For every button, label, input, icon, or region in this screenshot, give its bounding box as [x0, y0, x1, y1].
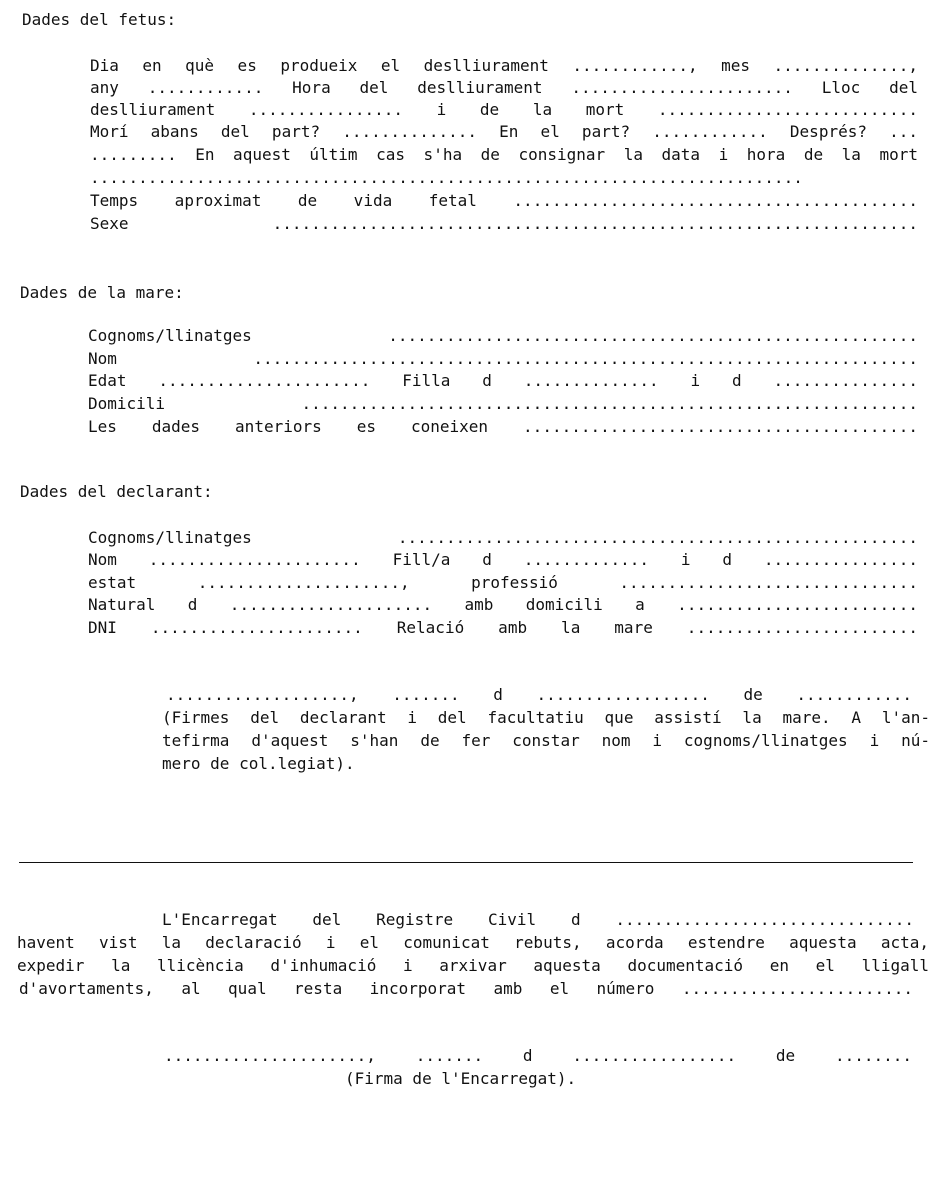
declarant-line-3: estat ....................., professió ............................... [88, 573, 918, 592]
signature-note-line-2: tefirma d'aquest s'han de fer constar nom i cognoms/llinatges i nú- [162, 731, 930, 750]
fetus-line-3: deslliurament ................ i de la mort ........................... [90, 100, 918, 119]
mare-line-5: Les dades anteriors es coneixen ......................................... [88, 417, 918, 436]
declarant-line-4: Natural d ..................... amb domicili a ......................... [88, 595, 918, 614]
fetus-line-2: any ............ Hora del deslliurament ....................... Lloc del [90, 78, 918, 97]
fetus-line-8: Sexe ................................................................... [90, 214, 918, 233]
encarregat-line-3: expedir la llicència d'inhumació i arxivar aquesta documentació en el lligall [17, 956, 929, 975]
declarant-line-2: Nom ...................... Fill/a d ............. i d ................ [88, 550, 918, 569]
declarant-date-line: ..................., ....... d .................. de ............ [166, 685, 912, 704]
fetus-line-6: .......................................................................... [90, 168, 803, 187]
mare-line-3: Edat ...................... Filla d .............. i d ............... [88, 371, 918, 390]
encarregat-line-1: L'Encarregat del Registre Civil d ............................... [162, 910, 914, 929]
mare-line-1: Cognoms/llinatges ....................................................... [88, 326, 918, 345]
fetus-line-1: Dia en què es produeix el deslliurament ............, mes .............., [90, 56, 918, 75]
signature-note-line-1: (Firmes del declarant i del facultatiu que assistí la mare. A l'an- [162, 708, 930, 727]
mare-line-4: Domicili ................................................................ [88, 394, 918, 413]
signature-note-line-3: mero de col.legiat). [162, 754, 355, 773]
encarregat-line-2: havent vist la declaració i el comunicat rebuts, acorda estendre aquesta acta, [17, 933, 929, 952]
encarregat-line-4: d'avortaments, al qual resta incorporat amb el número ........................ [19, 979, 913, 998]
fetus-line-5: ......... En aquest últim cas s'ha de consignar la data i hora de la mort [90, 145, 918, 164]
encarregat-signature-caption: (Firma de l'Encarregat). [345, 1069, 577, 1088]
mare-line-2: Nom ..................................................................... [88, 349, 918, 368]
section-divider [19, 862, 913, 863]
encarregat-date-line: ....................., ....... d ................. de ........ [164, 1046, 912, 1065]
fetus-line-4: Morí abans del part? .............. En el part? ............ Després? ... [90, 122, 918, 141]
section-title-fetus: Dades del fetus: [22, 10, 177, 29]
section-title-declarant: Dades del declarant: [20, 482, 213, 501]
declarant-line-5: DNI ...................... Relació amb la mare ........................ [88, 618, 918, 637]
fetus-line-7: Temps aproximat de vida fetal .......................................... [90, 191, 918, 210]
section-title-mare: Dades de la mare: [20, 283, 184, 302]
declarant-line-1: Cognoms/llinatges ...................................................... [88, 528, 918, 547]
